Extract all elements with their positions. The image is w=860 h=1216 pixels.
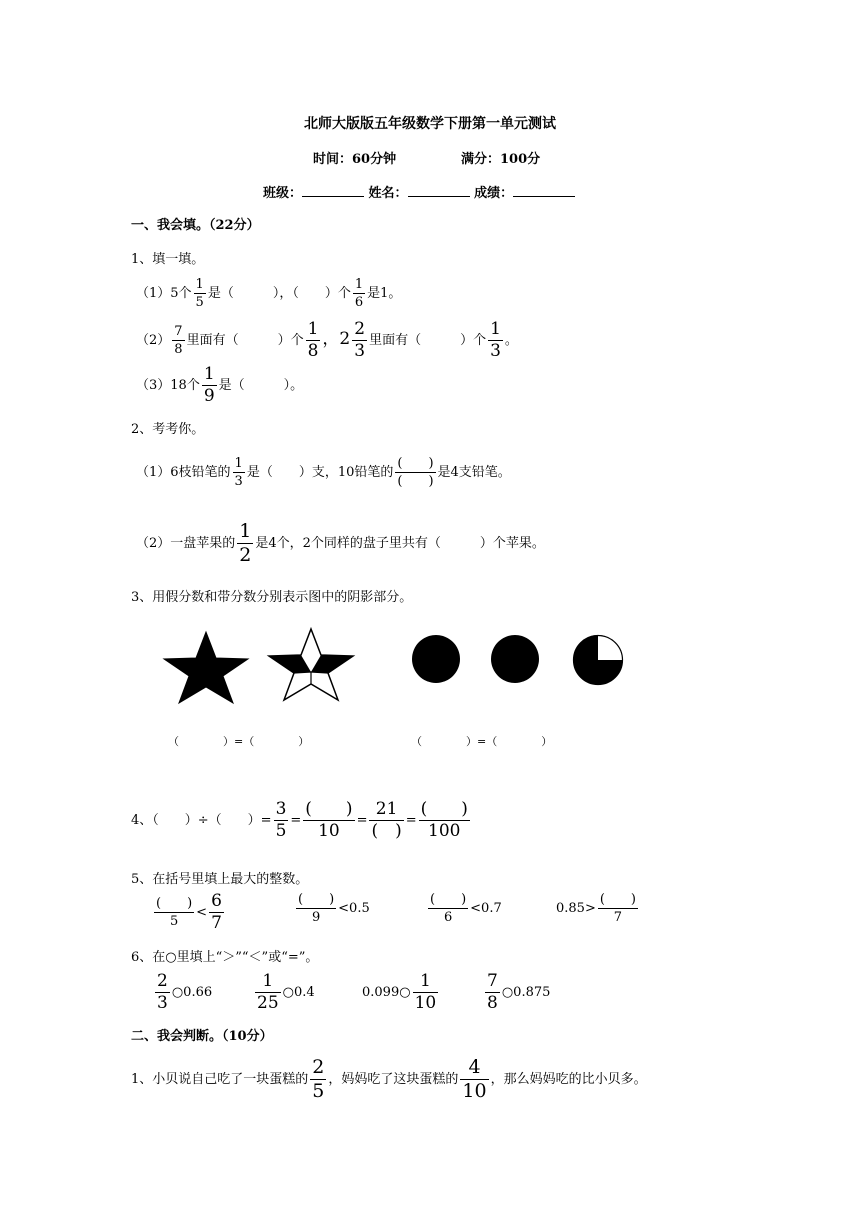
full-score: 满分：100分 [461,152,541,167]
info-line [263,182,575,201]
fraction: $\frac{21}{( )}$ [371,799,402,841]
fraction: $\frac{7}{8}$ [487,971,498,1013]
q4-line: 4、（ ）÷（ ）= $\frac{3}{5}$ = $\frac{( )}{10}$ = $\frac{21}{( )}$ = $\frac{( )}{100}$ [131,799,468,841]
fraction: $\frac{4}{10}$ [462,1056,487,1102]
fraction: $\frac{1}{9}$ [203,364,215,406]
q6-item-3: 0.099○ $\frac{1}{10}$ [362,971,437,1013]
q6-item-1: $\frac{2}{3}$ ○0.66 [157,971,213,1013]
q2-label: 2、考考你。 [131,422,205,437]
q5-item-2: $\frac{( )}{9}$ <0.5 [298,892,370,925]
q5-item-3: $\frac{( )}{6}$ <0.7 [430,892,502,925]
fraction: $\frac{2}{3}$ [354,319,366,361]
q3-answer-right[interactable]: （ ）=（ ） [411,735,553,748]
fraction: $\frac{1}{8}$ [307,319,319,361]
circle-full-shaded-1 [411,634,461,684]
circle-full-shaded-2 [490,634,540,684]
q1-part1: （1）5个 $\frac{1}{5}$ 是（ ），（ ）个 $\frac{1}{6}$ 是1。 [136,277,402,310]
q3-answer-left[interactable]: （ ）=（ ） [168,735,310,748]
q6-item-2: $\frac{1}{25}$ ○0.4 [257,971,315,1013]
fraction: $\frac{2}{5}$ [312,1056,325,1102]
q1-part3: （3）18个 $\frac{1}{9}$ 是（ ）。 [136,364,304,406]
fraction: $\frac{1}{6}$ [354,277,364,310]
class-label: 班级： [263,186,303,201]
score-blank[interactable] [513,196,575,197]
fraction: $\frac{7}{8}$ [174,324,183,357]
fraction: $\frac{6}{7}$ [211,891,222,933]
q1-part2: （2） $\frac{7}{8}$ 里面有（ ）个 $\frac{1}{8}$ ，2 $\frac{2}{3}$ 里面有（ ）个 $\frac{1}{3}$ 。 [136,319,518,361]
circle-three-quarter-shaded [572,634,624,686]
page-title: 北师大版版五年级数学下册第一单元测试 [304,116,556,132]
q5-label: 5、在括号里填上最大的整数。 [131,872,309,887]
name-blank[interactable] [408,196,470,197]
fraction: $\frac{( )}{7}$ [599,892,636,925]
fraction: $\frac{1}{5}$ [195,277,204,310]
fraction: $\frac{( )}{( )}$ [397,456,434,489]
q6-label: 6、在○里填上“＞”“＜”或“=”。 [131,950,319,965]
fraction: $\frac{1}{25}$ [257,971,279,1013]
fraction: $\frac{( )}{9}$ [298,892,335,925]
s2-q1: 1、小贝说自己吃了一块蛋糕的 $\frac{2}{5}$ ，妈妈吃了这块蛋糕的 $\frac{4}{10}$ ，那么妈妈吃的比小贝多。 [131,1056,647,1102]
q5-item-1: $\frac{( )}{5}$ < $\frac{6}{7}$ [156,891,222,933]
fraction: $\frac{1}{3}$ [234,456,243,489]
star-partial-shaded [267,628,355,703]
fraction: $\frac{( )}{5}$ [156,896,193,929]
q6-item-4: $\frac{7}{8}$ ○0.875 [487,971,551,1013]
section2-heading: 二、我会判断。（10分） [131,1029,273,1044]
section1-heading: 一、我会填。（22分） [131,218,260,233]
fraction: $\frac{( )}{6}$ [430,892,467,925]
class-blank[interactable] [302,196,364,197]
q1-label: 1、填一填。 [131,252,205,267]
fraction: $\frac{( )}{100}$ [420,799,468,841]
fraction: $\frac{1}{10}$ [414,971,437,1013]
q2-part1: （1）6枝铅笔的 $\frac{1}{3}$ 是（ ）支，10铅笔的 $\frac{( )}{( )}$ 是4支铅笔。 [136,456,511,489]
score-label: 成绩： [474,186,514,201]
fraction: $\frac{( )}{10}$ [305,799,353,841]
fraction: $\frac{3}{5}$ [275,799,287,841]
star-full-shaded [162,631,250,704]
q3-label: 3、用假分数和带分数分别表示图中的阴影部分。 [131,590,413,605]
fraction: $\frac{1}{2}$ [239,520,252,566]
q2-part2: （2）一盘苹果的 $\frac{1}{2}$ 是4个，2个同样的盘子里共有（ ）个苹果。 [136,520,545,566]
fraction: $\frac{2}{3}$ [157,971,168,1013]
name-label: 姓名： [368,186,408,201]
fraction: $\frac{1}{3}$ [490,319,501,361]
q5-item-4: 0.85> $\frac{( )}{7}$ [556,892,636,925]
exam-time: 时间：60分钟 [313,152,397,167]
